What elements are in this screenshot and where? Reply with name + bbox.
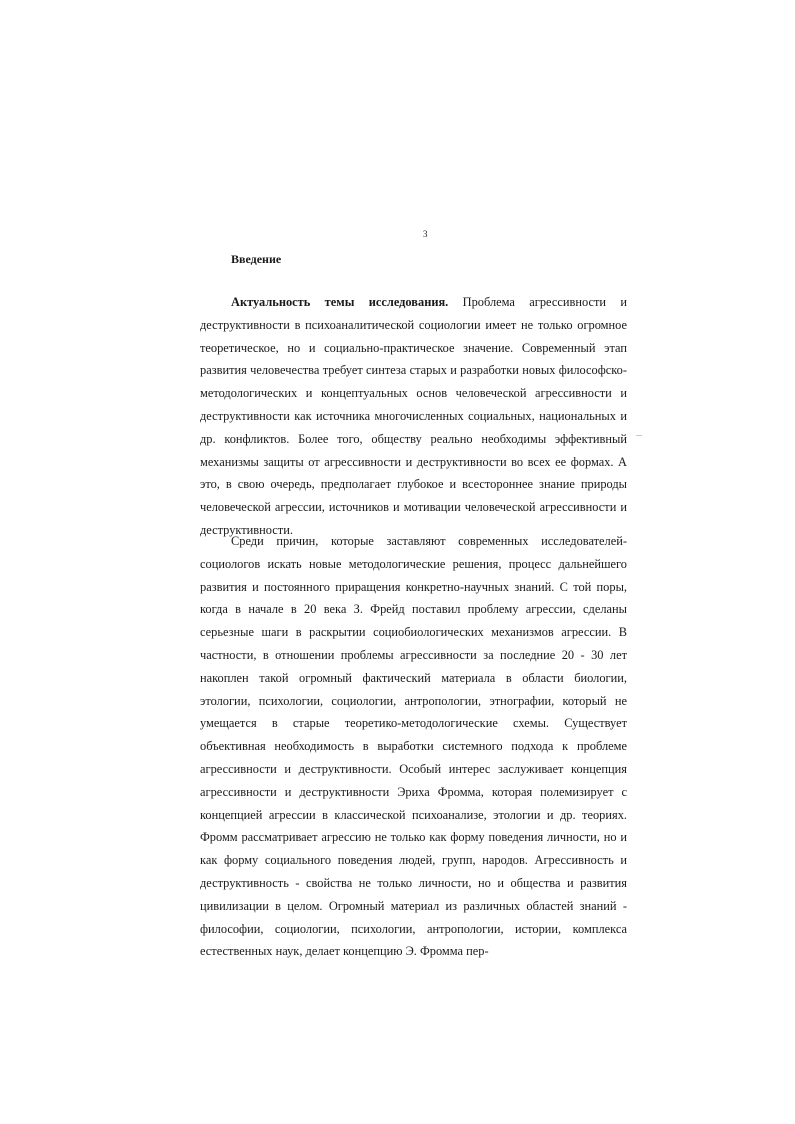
scan-artifact-mark: [636, 435, 642, 436]
paragraph-body: Проблема агрессивности и деструктивности в психоаналитической социологии имеет не только огромное теоретическое, но и социально-практическое значение. Современный этап развития человечества требует синтеза старых и разработки новых философско-методологических и концептуальных основ человеческой агрессивности и деструктивности как источника многочисленных социальных, национальных и др. конфликтов. Более того, обществу реально необходимы эффективный механизмы защиты от агрессивности и деструктивности во всех ее формах. А это, в свою очередь, предполагает глубокое и всестороннее знание природы человеческой агрессии, источников и мотивации человеческой агрессивности и деструктивности.: [200, 295, 627, 537]
paragraph-lead-bold: Актуальность темы исследования.: [231, 295, 449, 309]
paragraph-relevance: [200, 291, 627, 542]
paragraph-body: Среди причин, которые заставляют современных исследователей-социологов искать новые методологические решения, процесс дальнейшего развития и постоянного приращения конкретно-научных знаний. С той поры, когда в начале в 20 века З. Фрейд поставил проблему агрессии, сделаны серьезные шаги в раскрытии социобиологических механизмов агрессии. В частности, в отношении проблемы агрессивности за последние 20 - 30 лет накоплен такой огромный фактический материала в области биологии, этологии, психологии, социологии, антропологии, этнографии, который не умещается в старые теоретико-методологические схемы. Существует объективная необходимость в выработки системного подхода к проблеме агрессивности и деструктивности. Особый интерес заслуживает концепция агрессивности и деструктивности Эриха Фромма, которая полемизирует с концепцией агрессии в классической психоанализе, этологии и др. теориях. Фромм рассматривает агрессию не только как форму поведения личности, но и как форму социального поведения людей, групп, народов. Агрессивность и деструктивность - свойства не только личности, но и общества и развития цивилизации в целом. Огромный материал из различных областей знаний - философии, социологии, психологии, антропологии, истории, комплекса естественных наук, делает концепцию Э. Фромма пер-: [200, 534, 627, 959]
section-heading: Введение: [231, 252, 282, 266]
paragraph-causes: [200, 530, 627, 963]
page-number: 3: [423, 229, 428, 239]
